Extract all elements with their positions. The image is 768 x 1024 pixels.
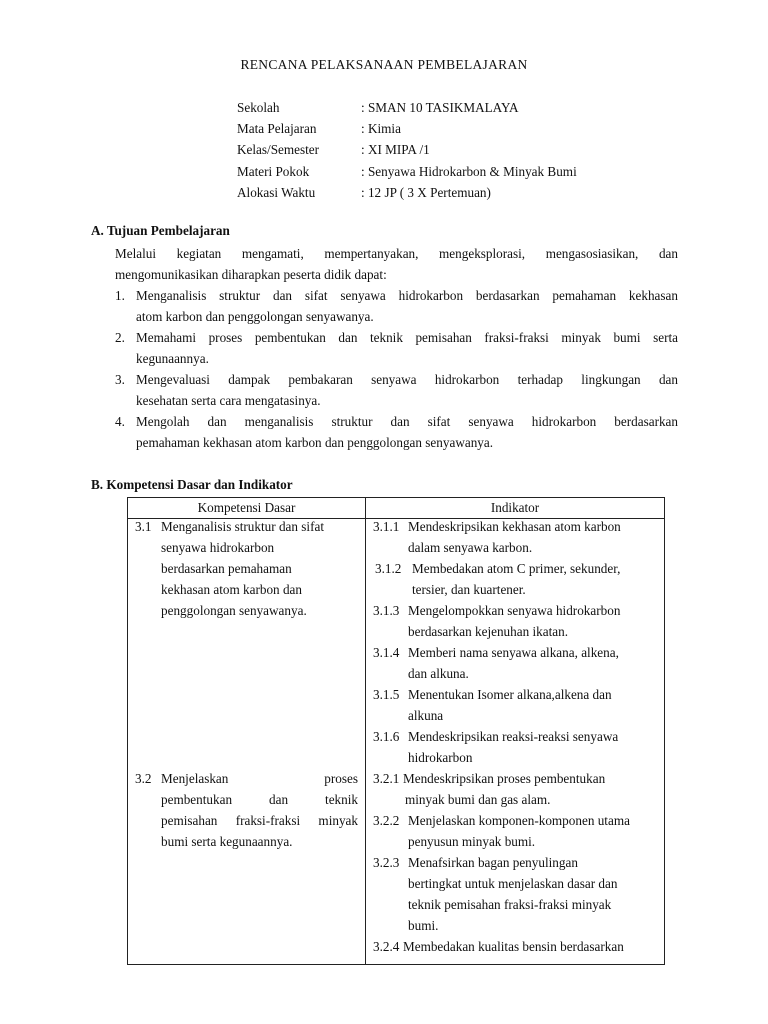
indikator-number: 3.1.3 xyxy=(373,603,400,618)
table-row xyxy=(128,519,665,965)
objective-line: Menganalisis struktur dan sifat senyawa hidrokarbon berdasarkan pemahaman kekhasan xyxy=(136,288,678,303)
objective-line-wrap xyxy=(136,372,678,393)
info-value: : Senyawa Hidrokarbon & Minyak Bumi xyxy=(361,163,577,179)
indikator-number: 3.1.5 xyxy=(373,687,400,702)
indikator-line: Mengelompokkan senyawa hidrokarbon xyxy=(408,603,621,618)
indikator-cell xyxy=(366,519,665,965)
indikator-number: 3.2.3 xyxy=(373,855,400,870)
indikator-line: dalam senyawa karbon. xyxy=(408,540,533,555)
indikator-line: Membedakan kualitas bensin berdasarkan xyxy=(403,939,624,954)
info-row-mapel xyxy=(237,118,577,139)
table-header-row xyxy=(128,498,665,519)
info-row-sekolah xyxy=(237,97,577,118)
indikator-line: hidrokarbon xyxy=(408,750,473,765)
indikator-line: Menjelaskan komponen-komponen utama xyxy=(408,813,630,828)
info-label: Materi Pokok xyxy=(237,163,310,179)
info-row-kelas xyxy=(237,139,577,160)
info-label: Mata Pelajaran xyxy=(237,121,317,137)
indikator-number: 3.2.4 xyxy=(373,939,400,954)
indikator-number: 3.2.2 xyxy=(373,813,400,828)
info-value: : SMAN 10 TASIKMALAYA xyxy=(361,100,519,115)
objective-line: Mengevaluasi dampak pembakaran senyawa hidrokarbon terhadap lingkungan dan xyxy=(136,372,678,387)
section-a-heading: A. Tujuan Pembelajaran xyxy=(91,223,230,238)
info-value: : XI MIPA /1 xyxy=(361,142,430,158)
indikator-line: Mendeskripsikan kekhasan atom karbon xyxy=(408,519,621,534)
kd-line: kekhasan atom karbon dan xyxy=(161,582,302,597)
kd-line: berdasarkan pemahaman xyxy=(161,561,292,576)
indikator-line: minyak bumi dan gas alam. xyxy=(405,792,551,807)
col-header-indikator: Indikator xyxy=(366,498,665,519)
indikator-line: Menentukan Isomer alkana,alkena dan xyxy=(408,687,612,702)
info-value: : 12 JP ( 3 X Pertemuan) xyxy=(361,184,491,200)
objective-line: kesehatan serta cara mengatasinya. xyxy=(136,393,321,408)
kd-cell xyxy=(128,519,366,965)
section-b-heading: B. Kompetensi Dasar dan Indikator xyxy=(91,477,293,492)
objective-line-wrap xyxy=(136,288,678,309)
section-a-intro-2: mengomunikasikan diharapkan peserta didik dapat: xyxy=(115,267,387,282)
info-label: Alokasi Waktu xyxy=(237,184,316,200)
kd-line: pembentukan dan teknik xyxy=(161,792,358,807)
col-header-kd: Kompetensi Dasar xyxy=(128,498,366,519)
indikator-line: penyusun minyak bumi. xyxy=(408,834,536,849)
indikator-number: 3.1.4 xyxy=(373,645,400,660)
kd-line: pemisahan fraksi-fraksi minyak xyxy=(161,813,358,828)
objective-line: Memahami proses pembentukan dan teknik pemisahan fraksi-fraksi minyak bumi serta xyxy=(136,330,678,345)
objective-line: Mengolah dan menganalisis struktur dan sifat senyawa hidrokarbon berdasarkan xyxy=(136,414,678,429)
kd-line: senyawa hidrokarbon xyxy=(161,540,275,555)
indikator-number: 3.2.1 xyxy=(373,771,400,786)
info-row-alokasi xyxy=(237,182,577,203)
info-row-materi xyxy=(237,161,577,182)
indikator-line: berdasarkan kejenuhan ikatan. xyxy=(408,624,569,639)
indikator-line: Membedakan atom C primer, sekunder, xyxy=(412,561,621,576)
indikator-line: Mendeskripsikan reaksi-reaksi senyawa xyxy=(408,729,619,744)
kd-line: bumi serta kegunaannya. xyxy=(161,834,293,849)
kd-number: 3.1 xyxy=(135,519,152,534)
objective-line: kegunaannya. xyxy=(136,351,209,366)
kd-number: 3.2 xyxy=(135,771,152,786)
objective-line: pemahaman kekhasan atom karbon dan penggolongan senyawanya. xyxy=(136,435,494,450)
kd-line: penggolongan senyawanya. xyxy=(161,603,307,618)
info-block xyxy=(237,97,577,203)
info-label: Sekolah xyxy=(237,100,280,115)
kd-line-wrap xyxy=(161,792,358,813)
kd-line: Menganalisis struktur dan sifat xyxy=(161,519,324,534)
indikator-number: 3.1.1 xyxy=(373,519,400,534)
objective-line-wrap xyxy=(136,414,678,435)
kd-line: Menjelaskan proses xyxy=(161,771,358,786)
indikator-line: tersier, dan kuartener. xyxy=(412,582,526,597)
objective-number: 1. xyxy=(115,288,125,303)
kd-line-wrap xyxy=(161,771,358,792)
info-label: Kelas/Semester xyxy=(237,142,320,158)
section-a-intro-1: Melalui kegiatan mengamati, mempertanyakan, mengeksplorasi, mengasosiasikan, dan xyxy=(115,246,678,261)
indikator-line: Memberi nama senyawa alkana, alkena, xyxy=(408,645,619,660)
indikator-line: Mendeskripsikan proses pembentukan xyxy=(403,771,606,786)
objective-line: atom karbon dan penggolongan senyawanya. xyxy=(136,309,374,324)
indikator-line: alkuna xyxy=(408,708,444,723)
info-value: : Kimia xyxy=(361,121,401,137)
objective-line-wrap xyxy=(136,330,678,351)
indikator-number: 3.1.2 xyxy=(375,561,402,576)
page-title: RENCANA PELAKSANAAN PEMBELAJARAN xyxy=(240,57,528,72)
indikator-line: dan alkuna. xyxy=(408,666,469,681)
indikator-line: teknik pemisahan fraksi-fraksi minyak xyxy=(408,897,612,912)
indikator-line: bumi. xyxy=(408,918,439,933)
kd-line-wrap xyxy=(161,813,358,834)
objective-number: 2. xyxy=(115,330,125,345)
kd-indikator-table xyxy=(127,497,665,965)
indikator-line: Menafsirkan bagan penyulingan xyxy=(408,855,578,870)
section-a-intro-1-wrap xyxy=(115,246,678,267)
indikator-number: 3.1.6 xyxy=(373,729,400,744)
objective-number: 3. xyxy=(115,372,125,387)
indikator-line: bertingkat untuk menjelaskan dasar dan xyxy=(408,876,618,891)
objective-number: 4. xyxy=(115,414,125,429)
